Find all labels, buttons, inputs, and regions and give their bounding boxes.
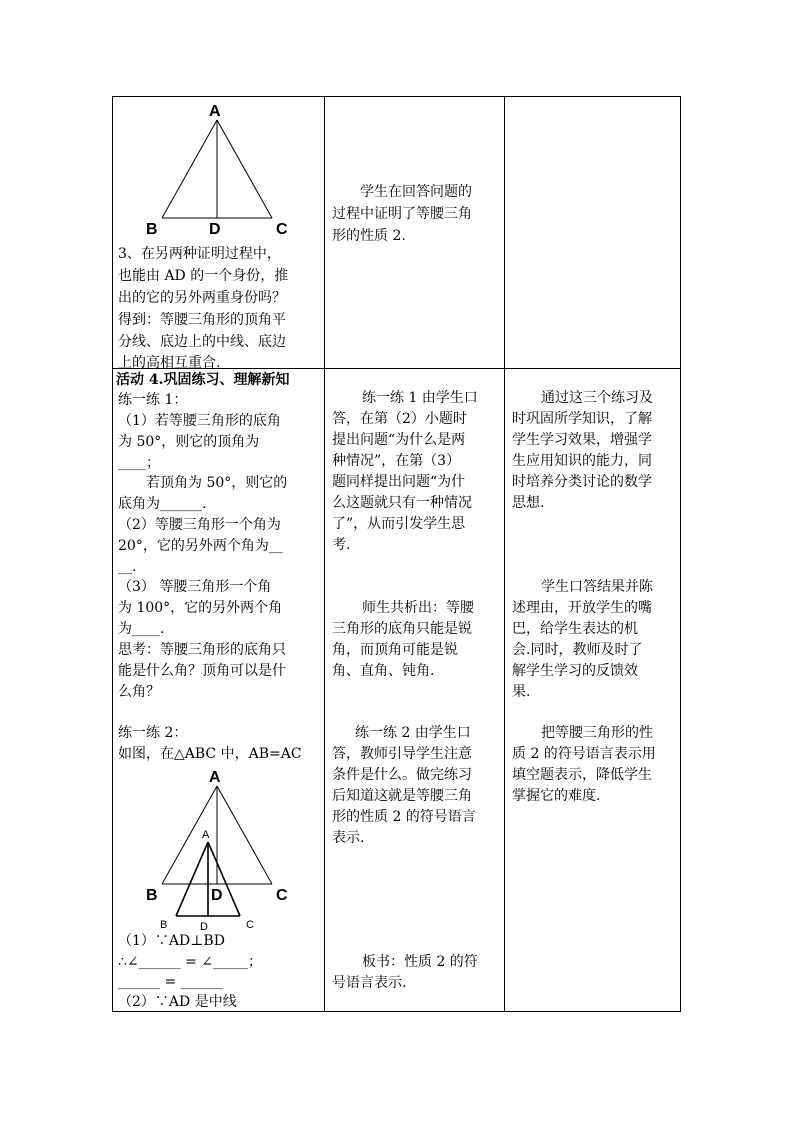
text-line: 了”，从而引发学生思 [332,516,466,532]
text-line: 练一练 2 由学生口 [355,725,471,741]
vertex-d-label: D [211,887,223,904]
text-line: 练一练 2： [118,725,188,741]
text-line: 把等腰三角形的性 [541,725,653,741]
text-line: 三角形的底角只能是锐 [332,621,472,637]
vertex-b-label: B [146,887,158,904]
text-line: （1）∵AD⊥BD [118,933,225,949]
text-line: 生应用知识的能力，同 [512,453,652,469]
vertex-d-label: D [209,221,221,238]
text-line: 3、在另两种证明过程中， [118,246,281,262]
text-line: 质 2 的符号语言表示用 [512,746,656,762]
text-line: 为 50°，则它的顶角为 [118,434,260,450]
text-line: 时巩固所学知识，了解 [512,411,652,427]
text-line: （2）∵AD 是中线 [118,994,237,1010]
text-line: 形的性质 2 的符号语言 [332,809,476,825]
vertex-a-label: A [209,769,221,786]
text-line: 掌握它的难度. [512,788,601,804]
text-line: 学生在回答问题的 [360,184,472,200]
activity-heading: 活动 4.巩固练习、理解新知 [116,372,290,388]
text-line: 如图，在△ABC 中，AB=AC [118,746,302,762]
text-line: 20°，它的另外两个角为__ [118,538,283,554]
text-line: 练一练 1： [118,392,188,408]
text-line: 学生学习效果，增强学 [512,432,652,448]
column-divider [504,97,505,1011]
text-line: 得到：等腰三角形的顶角平 [118,312,286,328]
text-line: 么角？ [118,684,160,700]
text-line: 条件是什么。做完练习 [332,767,472,783]
text-line: 过程中证明了等腰三角 [332,206,472,222]
text-line: 提出问题“为什么是两 [332,432,466,448]
vertex-c-label: C [276,221,288,238]
text-line: 为____. [118,621,165,637]
text-line: 若顶角为 50°，则它的 [146,475,288,491]
text-line: 学生口答结果并陈 [541,579,653,595]
vertex-c-label: C [276,887,288,904]
text-line: 底角为______. [118,496,207,512]
text-line: 形的性质 2. [332,228,406,244]
vertex-c-label: C [246,919,254,931]
text-line: ______ = ______ [118,974,223,990]
text-line: 答，教师引导学生注意 [332,746,472,762]
text-line: 师生共析出：等腰 [362,600,474,616]
text-line: 也能由 AD 的一个身份，推 [118,268,289,284]
text-line: ____； [118,455,160,471]
text-line: 上的高相互重合. [118,355,221,371]
text-line: 答，在第（2）小题时 [332,411,467,427]
text-line: 种情况”，在第（3） [332,453,461,469]
vertex-b-label: B [160,919,168,931]
text-line: 解学生学习的反馈效 [512,663,638,679]
text-line: （3） 等腰三角形一个角 [118,579,272,595]
triangle-abc-figure [140,100,300,240]
vertex-b-label: B [146,221,158,238]
text-line: 能是什么角？顶角可以是什 [118,663,286,679]
text-line: 角，而顶角可能是锐 [332,642,458,658]
text-line: 分线、底边上的中线、底边 [118,334,286,350]
text-line: 表示. [332,830,365,846]
text-line: 填空题表示，降低学生 [512,767,652,783]
vertex-a-label: A [202,829,210,841]
text-line: 通过这三个练习及 [541,390,653,406]
text-line: 思想. [512,495,545,511]
text-line: 述理由，开放学生的嘴 [512,600,652,616]
text-line: 时培养分类讨论的数学 [512,474,652,490]
text-line: 角、直角、钝角. [332,663,435,679]
column-divider [324,97,325,1011]
text-line: 后知道这就是等腰三角 [332,788,472,804]
text-line: 么这题就只有一种情况 [332,495,472,511]
text-line: __. [118,559,137,575]
text-line: 巴，给学生表达的机 [512,621,638,637]
text-line: 出的它的另外两重身份吗？ [118,290,286,306]
text-line: 思考：等腰三角形的底角只 [118,642,286,658]
text-line: 为 100°，它的另外两个角 [118,600,283,616]
text-line: （1）若等腰三角形的底角 [118,413,281,429]
text-line: 考. [332,537,351,553]
text-line: 板书：性质 2 的符 [362,954,478,970]
vertex-d-label: D [200,921,208,933]
text-line: 题同样提出问题“为什 [332,474,466,490]
text-line: ∴∠______ = ∠_____； [118,954,262,970]
text-line: 号语言表示. [332,975,407,991]
triangle-figure-small [150,822,270,934]
vertex-a-label: A [209,103,221,120]
text-line: 果. [512,684,531,700]
text-line: 练一练 1 由学生口 [362,390,478,406]
text-line: 会.同时，教师及时了 [512,642,643,658]
text-line: （2）等腰三角形一个角为 [118,517,281,533]
